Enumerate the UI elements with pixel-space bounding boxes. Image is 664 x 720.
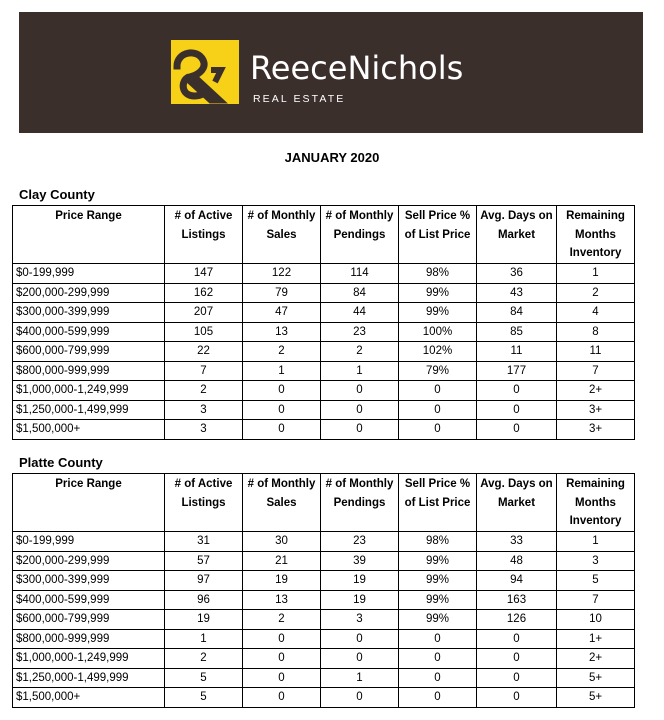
avg-days-cell: 0 — [477, 649, 557, 669]
avg-days-cell: 177 — [477, 361, 557, 381]
monthly-pendings-cell: 19 — [321, 571, 399, 591]
monthly-sales-cell: 79 — [243, 283, 321, 303]
remaining-months-cell: 1 — [557, 532, 635, 552]
market-table-platte — [12, 473, 635, 708]
avg-days-cell: 0 — [477, 629, 557, 649]
sell-price-pct-cell: 0 — [399, 629, 477, 649]
table-row — [13, 264, 635, 284]
sell-price-pct-cell: 99% — [399, 303, 477, 323]
active-listings-cell: 22 — [165, 342, 243, 362]
sell-price-pct-cell: 0 — [399, 381, 477, 401]
col-header-sell-price-pct: Sell Price % of List Price — [399, 206, 477, 264]
sell-price-pct-cell: 99% — [399, 551, 477, 571]
sell-price-pct-cell: 0 — [399, 688, 477, 708]
table-row — [13, 303, 635, 323]
monthly-sales-cell: 0 — [243, 381, 321, 401]
price-range-cell: $400,000-599,999 — [13, 322, 165, 342]
monthly-sales-cell: 13 — [243, 590, 321, 610]
monthly-pendings-cell: 23 — [321, 322, 399, 342]
market-table-clay — [12, 205, 635, 440]
monthly-sales-cell: 2 — [243, 342, 321, 362]
monthly-pendings-cell: 1 — [321, 668, 399, 688]
remaining-months-cell: 3+ — [557, 420, 635, 440]
ampersand-glyph — [171, 40, 239, 104]
sell-price-pct-cell: 0 — [399, 668, 477, 688]
col-header-monthly-sales: # of Monthly Sales — [243, 206, 321, 264]
active-listings-cell: 207 — [165, 303, 243, 323]
avg-days-cell: 0 — [477, 381, 557, 401]
monthly-sales-cell: 0 — [243, 649, 321, 669]
monthly-sales-cell: 2 — [243, 610, 321, 630]
table-row — [13, 420, 635, 440]
price-range-cell: $1,250,000-1,499,999 — [13, 400, 165, 420]
active-listings-cell: 3 — [165, 400, 243, 420]
remaining-months-cell: 5+ — [557, 688, 635, 708]
price-range-cell: $1,500,000+ — [13, 688, 165, 708]
remaining-months-cell: 8 — [557, 322, 635, 342]
table-row — [13, 688, 635, 708]
avg-days-cell: 0 — [477, 420, 557, 440]
active-listings-cell: 31 — [165, 532, 243, 552]
remaining-months-cell: 5 — [557, 571, 635, 591]
sell-price-pct-cell: 99% — [399, 610, 477, 630]
monthly-pendings-cell: 1 — [321, 361, 399, 381]
table-row — [13, 629, 635, 649]
sell-price-pct-cell: 0 — [399, 649, 477, 669]
monthly-pendings-cell: 23 — [321, 532, 399, 552]
avg-days-cell: 0 — [477, 688, 557, 708]
price-range-cell: $1,500,000+ — [13, 420, 165, 440]
remaining-months-cell: 7 — [557, 590, 635, 610]
remaining-months-cell: 3 — [557, 551, 635, 571]
remaining-months-cell: 2+ — [557, 381, 635, 401]
monthly-pendings-cell: 0 — [321, 400, 399, 420]
table-row — [13, 649, 635, 669]
price-range-cell: $800,000-999,999 — [13, 629, 165, 649]
sell-price-pct-cell: 0 — [399, 400, 477, 420]
price-range-cell: $300,000-399,999 — [13, 303, 165, 323]
monthly-sales-cell: 0 — [243, 420, 321, 440]
col-header-avg-days: Avg. Days on Market — [477, 474, 557, 532]
monthly-pendings-cell: 0 — [321, 649, 399, 669]
price-range-cell: $1,000,000-1,249,999 — [13, 649, 165, 669]
table-row — [13, 551, 635, 571]
table-row — [13, 668, 635, 688]
active-listings-cell: 1 — [165, 629, 243, 649]
monthly-pendings-cell: 0 — [321, 420, 399, 440]
monthly-sales-cell: 1 — [243, 361, 321, 381]
monthly-sales-cell: 0 — [243, 668, 321, 688]
col-header-sell-price-pct: Sell Price % of List Price — [399, 474, 477, 532]
active-listings-cell: 96 — [165, 590, 243, 610]
avg-days-cell: 126 — [477, 610, 557, 630]
table-row — [13, 590, 635, 610]
price-range-cell: $200,000-299,999 — [13, 551, 165, 571]
table-row — [13, 400, 635, 420]
monthly-sales-cell: 21 — [243, 551, 321, 571]
col-header-monthly-pendings — [321, 474, 399, 532]
monthly-sales-cell: 0 — [243, 400, 321, 420]
monthly-pendings-cell: 0 — [321, 381, 399, 401]
remaining-months-cell: 2 — [557, 283, 635, 303]
col-header-pendings-text: # of Monthly Pendings — [325, 210, 394, 241]
monthly-pendings-cell: 2 — [321, 342, 399, 362]
sell-price-pct-cell: 79% — [399, 361, 477, 381]
sell-price-pct-cell: 99% — [399, 571, 477, 591]
price-range-cell: $1,250,000-1,499,999 — [13, 668, 165, 688]
active-listings-cell: 3 — [165, 420, 243, 440]
col-header-avg-days: Avg. Days on Market — [477, 206, 557, 264]
active-listings-cell: 2 — [165, 649, 243, 669]
sell-price-pct-cell: 0 — [399, 420, 477, 440]
col-header-monthly-sales: # of Monthly Sales — [243, 474, 321, 532]
monthly-pendings-cell: 44 — [321, 303, 399, 323]
col-header-active-listings: # of Active Listings — [165, 206, 243, 264]
avg-days-cell: 0 — [477, 668, 557, 688]
table-body — [13, 264, 635, 440]
monthly-sales-cell: 122 — [243, 264, 321, 284]
avg-days-cell: 163 — [477, 590, 557, 610]
table-row — [13, 571, 635, 591]
active-listings-cell: 5 — [165, 688, 243, 708]
table-row — [13, 532, 635, 552]
monthly-pendings-cell: 84 — [321, 283, 399, 303]
col-header-pendings-text: # of Monthly Pendings — [325, 478, 394, 509]
remaining-months-cell: 10 — [557, 610, 635, 630]
monthly-pendings-cell: 0 — [321, 629, 399, 649]
sell-price-pct-cell: 100% — [399, 322, 477, 342]
table-row — [13, 283, 635, 303]
price-range-cell: $200,000-299,999 — [13, 283, 165, 303]
remaining-months-cell: 2+ — [557, 649, 635, 669]
sell-price-pct-cell: 99% — [399, 590, 477, 610]
avg-days-cell: 85 — [477, 322, 557, 342]
price-range-cell: $0-199,999 — [13, 264, 165, 284]
active-listings-cell: 19 — [165, 610, 243, 630]
avg-days-cell: 43 — [477, 283, 557, 303]
price-range-cell: $1,000,000-1,249,999 — [13, 381, 165, 401]
col-header-remaining-months: Remaining Months Inventory — [557, 474, 635, 532]
county-title-clay: Clay County — [19, 187, 95, 202]
col-header-price-range: Price Range — [13, 206, 165, 264]
monthly-sales-cell: 0 — [243, 629, 321, 649]
active-listings-cell: 57 — [165, 551, 243, 571]
sell-price-pct-cell: 98% — [399, 532, 477, 552]
active-listings-cell: 2 — [165, 381, 243, 401]
monthly-sales-cell: 13 — [243, 322, 321, 342]
remaining-months-cell: 3+ — [557, 400, 635, 420]
remaining-months-cell: 4 — [557, 303, 635, 323]
monthly-pendings-cell: 114 — [321, 264, 399, 284]
avg-days-cell: 84 — [477, 303, 557, 323]
avg-days-cell: 48 — [477, 551, 557, 571]
remaining-months-cell: 1 — [557, 264, 635, 284]
price-range-cell: $0-199,999 — [13, 532, 165, 552]
price-range-cell: $600,000-799,999 — [13, 342, 165, 362]
avg-days-cell: 11 — [477, 342, 557, 362]
active-listings-cell: 147 — [165, 264, 243, 284]
remaining-months-cell: 1+ — [557, 629, 635, 649]
report-title: JANUARY 2020 — [284, 150, 380, 165]
active-listings-cell: 97 — [165, 571, 243, 591]
price-range-cell: $300,000-399,999 — [13, 571, 165, 591]
active-listings-cell: 7 — [165, 361, 243, 381]
brand-name: ReeceNichols — [250, 49, 464, 87]
monthly-sales-cell: 0 — [243, 688, 321, 708]
monthly-pendings-cell: 39 — [321, 551, 399, 571]
table-row — [13, 381, 635, 401]
col-header-monthly-pendings — [321, 206, 399, 264]
table-body — [13, 532, 635, 708]
price-range-cell: $800,000-999,999 — [13, 361, 165, 381]
active-listings-cell: 162 — [165, 283, 243, 303]
monthly-pendings-cell: 3 — [321, 610, 399, 630]
sell-price-pct-cell: 99% — [399, 283, 477, 303]
monthly-sales-cell: 47 — [243, 303, 321, 323]
monthly-pendings-cell: 19 — [321, 590, 399, 610]
table-row — [13, 361, 635, 381]
monthly-pendings-cell: 0 — [321, 688, 399, 708]
monthly-sales-cell: 30 — [243, 532, 321, 552]
sell-price-pct-cell: 102% — [399, 342, 477, 362]
remaining-months-cell: 11 — [557, 342, 635, 362]
brand-tagline: REAL ESTATE — [253, 93, 346, 105]
avg-days-cell: 94 — [477, 571, 557, 591]
avg-days-cell: 36 — [477, 264, 557, 284]
sell-price-pct-cell: 98% — [399, 264, 477, 284]
active-listings-cell: 5 — [165, 668, 243, 688]
avg-days-cell: 0 — [477, 400, 557, 420]
ampersand-logo-icon — [171, 40, 239, 104]
table-row — [13, 342, 635, 362]
price-range-cell: $400,000-599,999 — [13, 590, 165, 610]
col-header-price-range: Price Range — [13, 474, 165, 532]
col-header-active-listings: # of Active Listings — [165, 474, 243, 532]
avg-days-cell: 33 — [477, 532, 557, 552]
active-listings-cell: 105 — [165, 322, 243, 342]
col-header-remaining-months: Remaining Months Inventory — [557, 206, 635, 264]
table-row — [13, 610, 635, 630]
table-row — [13, 322, 635, 342]
monthly-sales-cell: 19 — [243, 571, 321, 591]
county-title-platte: Platte County — [19, 455, 103, 470]
remaining-months-cell: 5+ — [557, 668, 635, 688]
remaining-months-cell: 7 — [557, 361, 635, 381]
price-range-cell: $600,000-799,999 — [13, 610, 165, 630]
